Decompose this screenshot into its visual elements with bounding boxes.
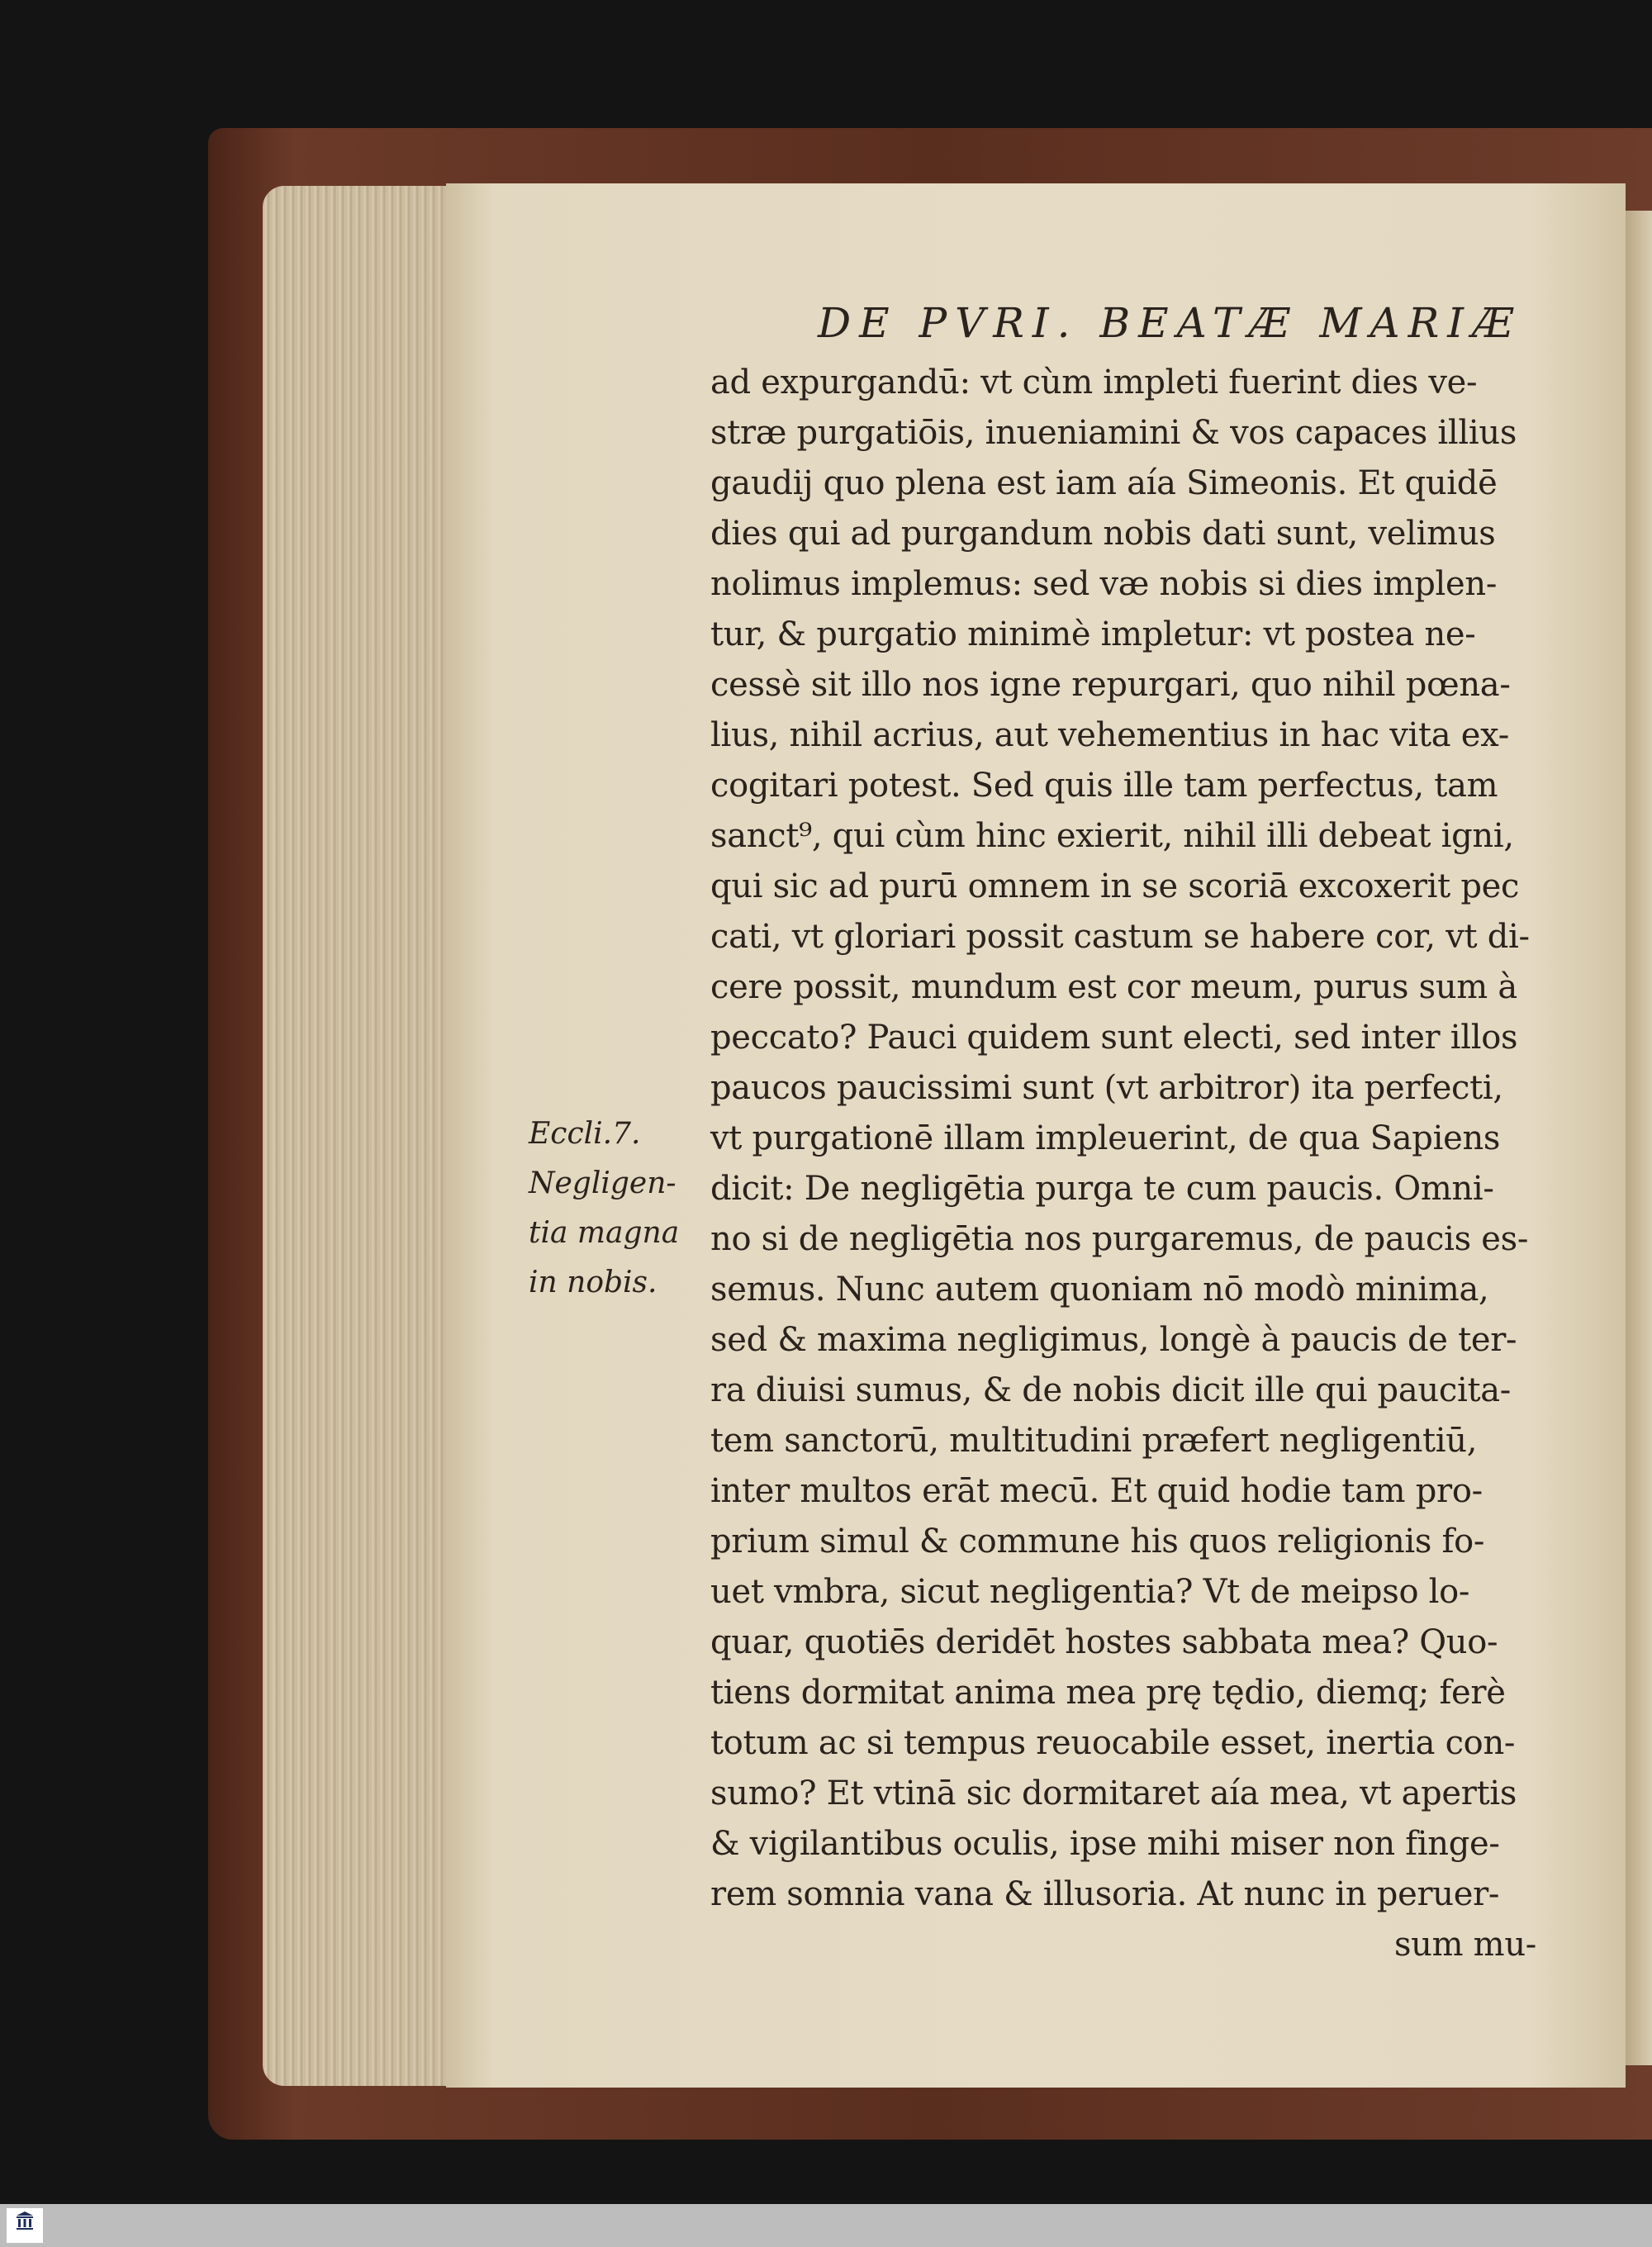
catchword: sum mu- bbox=[1393, 1926, 1536, 1964]
text-line: tur, & purgatio minimè impletur: vt postea ne- bbox=[710, 615, 1476, 653]
text-line: sumo? Et vtinā sic dormitaret aía mea, vt apertis bbox=[710, 1774, 1517, 1812]
text-line: quar, quotiēs deridēt hostes sabbata mea? Quo- bbox=[710, 1623, 1498, 1661]
text-line: sed & maxima negligimus, longè à paucis de ter- bbox=[710, 1321, 1517, 1359]
margin-note: tia magna bbox=[529, 1216, 680, 1250]
library-logo-icon bbox=[15, 2211, 35, 2231]
text-line: nolimus implemus: sed væ nobis si dies implen- bbox=[710, 565, 1498, 603]
margin-note: in nobis. bbox=[529, 1266, 657, 1299]
text-line: peccato? Pauci quidem sunt electi, sed inter illos bbox=[710, 1019, 1518, 1057]
text-line: tiens dormitat anima mea prę tędio, diemq; ferè bbox=[710, 1674, 1506, 1712]
text-line: sanct⁹, qui cùm hinc exierit, nihil illi debeat igni, bbox=[710, 817, 1514, 855]
page-edges bbox=[263, 186, 454, 2086]
text-line: cogitari potest. Sed quis ille tam perfectus, tam bbox=[710, 767, 1498, 805]
text-line: ra diuisi sumus, & de nobis dicit ille qui paucita- bbox=[710, 1371, 1511, 1409]
body-text bbox=[710, 358, 1536, 1970]
text-line: semus. Nunc autem quoniam nō modò minima, bbox=[710, 1271, 1489, 1309]
text-line: no si de negligētia nos purgaremus, de paucis es- bbox=[710, 1220, 1529, 1258]
text-line: dies qui ad purgandum nobis dati sunt, velimus bbox=[710, 515, 1496, 553]
text-line: prium simul & commune his quos religionis fo- bbox=[710, 1523, 1485, 1561]
running-header: DE PVRI. BEATÆ MARIÆ bbox=[818, 299, 1522, 347]
margin-note: Eccli.7. bbox=[529, 1117, 641, 1151]
text-line: vt purgationē illam impleuerint, de qua Sapiens bbox=[710, 1119, 1501, 1157]
text-line: cati, vt gloriari possit castum se habere cor, vt di- bbox=[710, 918, 1530, 956]
facing-page-edge bbox=[1626, 211, 1652, 2065]
text-line: ad expurgandū: vt cùm impleti fuerint dies ve- bbox=[710, 363, 1478, 401]
text-line: & vigilantibus oculis, ipse mihi miser non finge- bbox=[710, 1825, 1500, 1863]
text-line: uet vmbra, sicut negligentia? Vt de meipso lo- bbox=[710, 1573, 1470, 1611]
text-line: cere possit, mundum est cor meum, purus sum à bbox=[710, 968, 1517, 1006]
text-line: rem somnia vana & illusoria. At nunc in peruer- bbox=[710, 1875, 1500, 1913]
text-line: qui sic ad purū omnem in se scoriā excoxerit pec bbox=[710, 867, 1520, 905]
library-logo bbox=[7, 2208, 43, 2243]
text-line: stræ purgatiōis, inueniamini & vos capaces illius bbox=[710, 414, 1517, 452]
viewer-footer-bar bbox=[0, 2204, 1652, 2247]
text-line: inter multos erāt mecū. Et quid hodie tam pro- bbox=[710, 1472, 1483, 1510]
text-line: cessè sit illo nos igne repurgari, quo nihil pœna- bbox=[710, 666, 1511, 704]
text-line: totum ac si tempus reuocabile esset, inertia con- bbox=[710, 1724, 1516, 1762]
text-line: paucos paucissimi sunt (vt arbitror) ita perfecti, bbox=[710, 1069, 1503, 1107]
text-line: dicit: De negligētia purga te cum paucis. Omni- bbox=[710, 1170, 1494, 1208]
text-line: tem sanctorū, multitudini præfert negligentiū, bbox=[710, 1422, 1478, 1460]
margin-notes bbox=[529, 1109, 694, 1308]
text-line: gaudij quo plena est iam aía Simeonis. Et quidē bbox=[710, 464, 1498, 502]
margin-note: Negligen- bbox=[529, 1166, 676, 1200]
text-line: lius, nihil acrius, aut vehementius in hac vita ex- bbox=[710, 716, 1509, 754]
